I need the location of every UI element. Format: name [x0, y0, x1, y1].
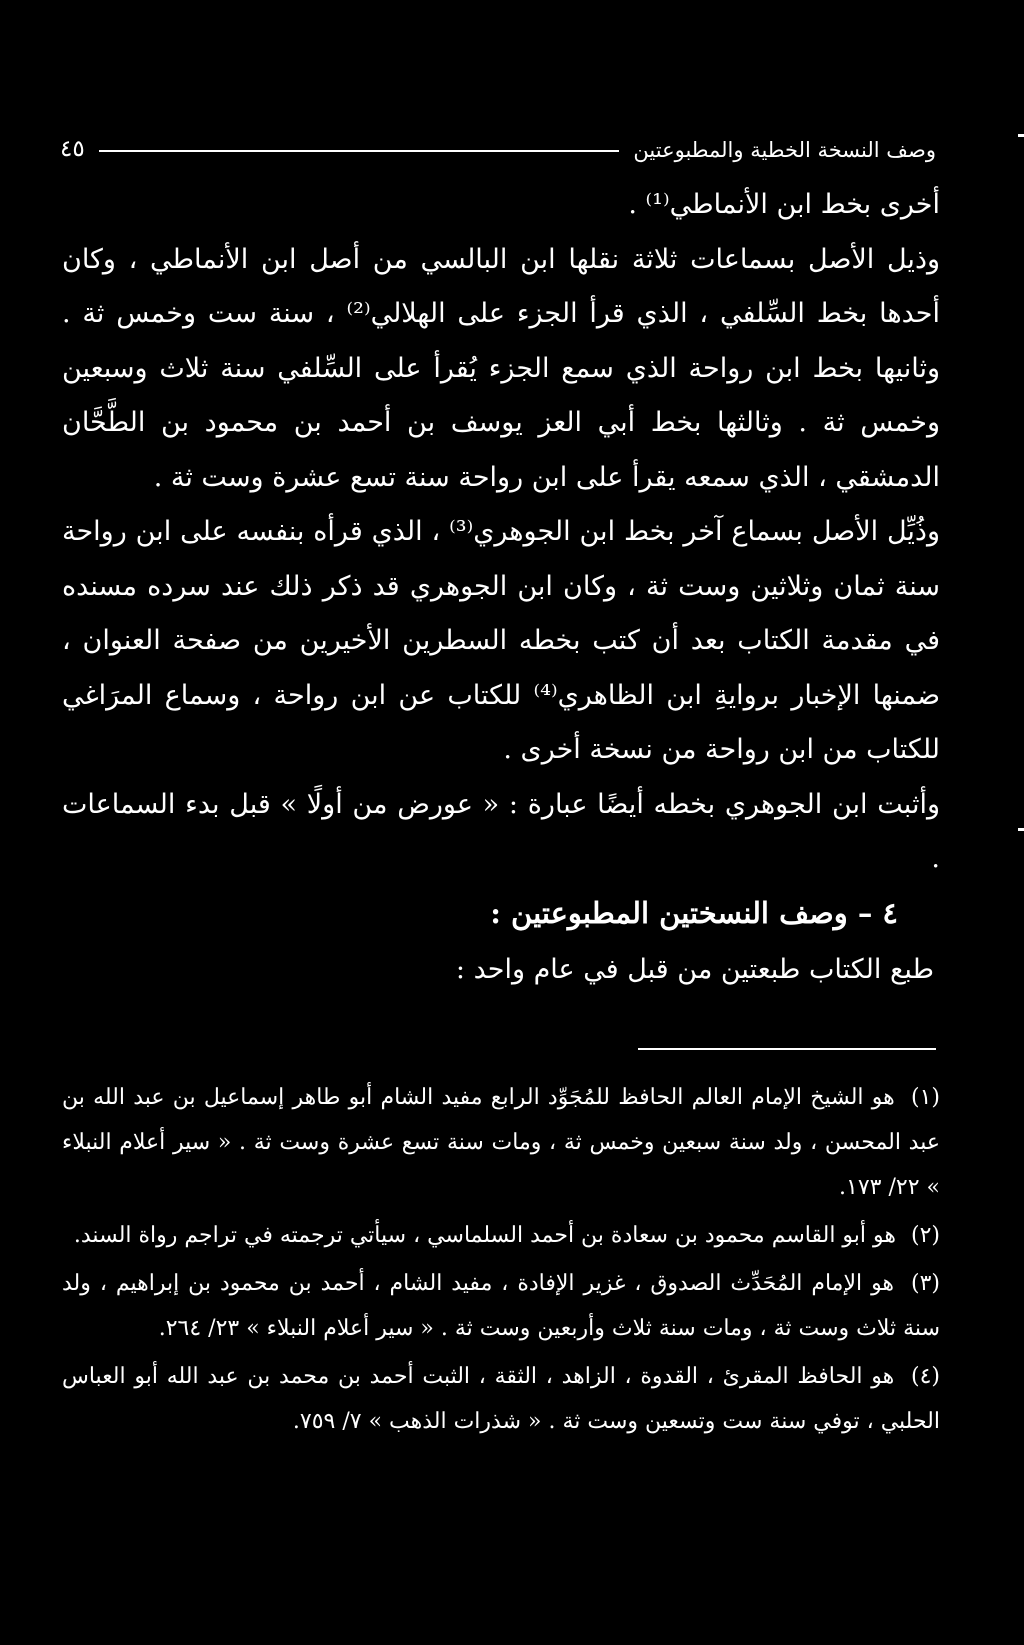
running-header [60, 118, 936, 162]
paragraph-1: أخرى بخط ابن الأنماطي⁽¹⁾ . [628, 189, 940, 220]
footnote-number: (١) [910, 1085, 940, 1110]
footnote-number: (٤) [910, 1364, 940, 1389]
paragraph-4: وأثبت ابن الجوهري بخطه أيضًا عبارة : « عورض من أولًا » قبل بدء السماعات . [62, 788, 940, 874]
paragraph-3: وذُيِّل الأصل بسماع آخر بخط ابن الجوهري⁽³⁾ ، الذي قرأه بنفسه على ابن رواحة سنة ثمان وثلاثين وست ثة ، وكان ابن الجوهري قد ذكر ذلك عند سرده مسنده في مقدمة الكتاب بعد أن كتب بخطه السطرين الأخيرين من صفحة العنوان ، ضمنها الإخبار بروايةِ ابن الظاهري⁽⁴⁾ للكتاب عن ابن رواحة ، وسماع المرَاغي للكتاب من ابن رواحة من نسخة أخرى . [62, 516, 940, 765]
footnote-text: هو الإمام المُحَدِّث الصدوق ، غزير الإفادة ، مفيد الشام ، أحمد بن محمود بن إبراهيم ، ولد سنة ثلاث وست ثة ، ومات سنة ثلاث وأربعين وست ثة . « سير أعلام النبلاء » ٢٣/ ٢٦٤. [62, 1271, 940, 1341]
footnotes [62, 1075, 940, 1447]
footnote-text: هو الشيخ الإمام العالم الحافظ للمُجَوِّد الرابع مفيد الشام أبو طاهر إسماعيل بن عبد الله بن عبد المحسن ، ولد سنة سبعين وخمس ثة ، ومات سنة تسع عشرة وست ثة . « سير أعلام النبلاء » ٢٢/ ١٧٣. [62, 1085, 940, 1200]
section-heading: ٤ – وصف النسختين المطبوعتين : [490, 896, 898, 930]
footnote-rule [638, 1048, 936, 1050]
page-number: ٤٥ [60, 136, 85, 162]
footnote-3 [62, 1261, 940, 1351]
scan-edge-mark [1018, 828, 1024, 831]
scan-edge-mark [1018, 134, 1024, 137]
footnote-text: هو الحافظ المقرئ ، القدوة ، الزاهد ، الثقة ، الثبت أحمد بن محمد بن عبد الله أبو العباس الحلبي ، توفي سنة ست وتسعين وست ثة . « شذرات الذهب » ٧/ ٧٥٩. [62, 1364, 940, 1434]
header-rule [99, 150, 620, 152]
footnote-number: (٢) [910, 1223, 940, 1248]
footnote-1 [62, 1075, 940, 1210]
footnote-2 [62, 1213, 940, 1258]
paragraph-2: وذيل الأصل بسماعات ثلاثة نقلها ابن البالسي من أصل ابن الأنماطي ، وكان أحدها بخط السِّلفي ، الذي قرأ الجزء على الهلالي⁽²⁾ ، سنة ست وخمس ثة . وثانيها بخط ابن رواحة الذي سمع الجزء يُقرأ على السِّلفي سنة ثلاث وسبعين وخمس ثة . وثالثها بخط أبي العز يوسف بن أحمد بن محمود بن الطَّحَّان الدمشقي ، الذي سمعه يقرأ على ابن رواحة سنة تسع عشرة وست ثة . [62, 243, 940, 493]
footnote-number: (٣) [911, 1271, 941, 1296]
footnote-4 [62, 1354, 940, 1444]
section-intro: طبع الكتاب طبعتين من قبل في عام واحد : [455, 954, 934, 985]
main-text [62, 178, 940, 887]
running-title: وصف النسخة الخطية والمطبوعتين [633, 138, 936, 162]
footnote-text: هو أبو القاسم محمود بن سعادة بن أحمد السلماسي ، سيأتي ترجمته في تراجم رواة السند. [73, 1223, 896, 1248]
